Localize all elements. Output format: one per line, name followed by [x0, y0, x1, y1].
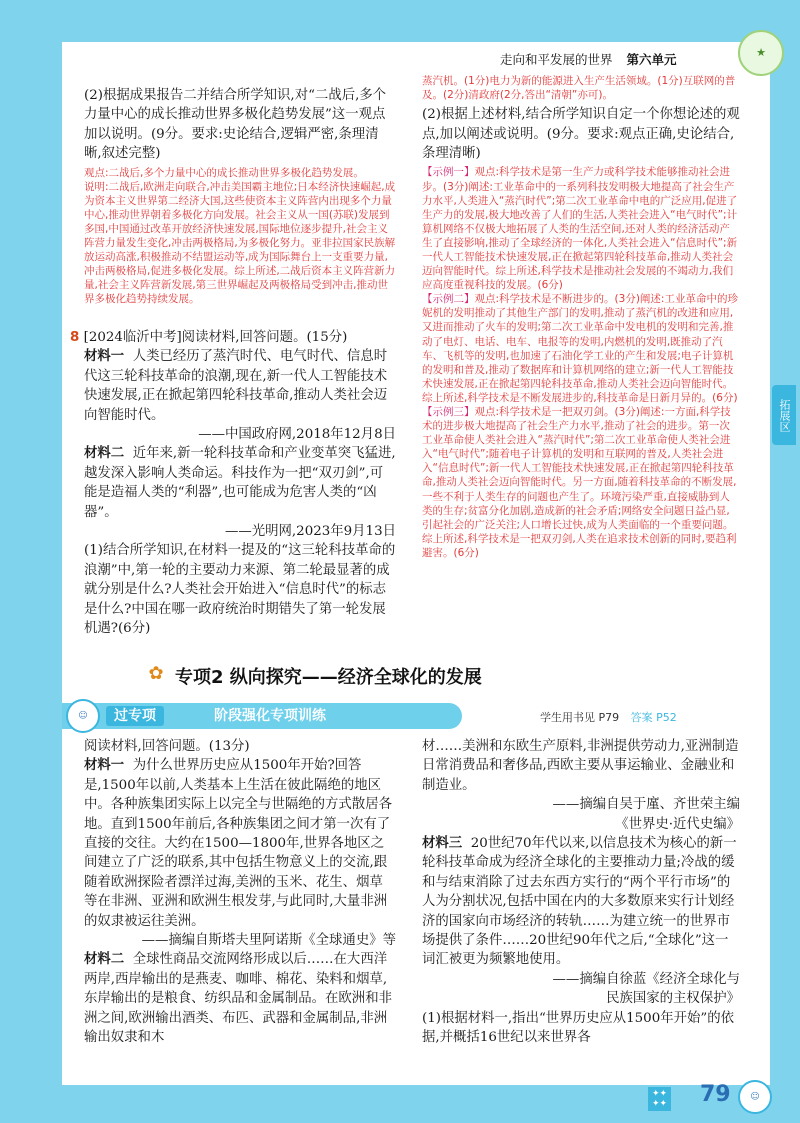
material-1-source: ——中国政府网,2018年12月8日 [198, 427, 396, 443]
section-flower-icon: ✿ [148, 663, 164, 684]
answer-examples [422, 165, 740, 560]
page-number: 79 [700, 1082, 731, 1107]
banner-subtitle: 阶段强化专项训练 [214, 708, 326, 724]
student-book-ref: 学生用书见 P79 [540, 711, 620, 724]
material-2-source: ——光明网,2023年9月13日 [224, 524, 396, 540]
section-title: 专项2 纵向探究——经济全球化的发展 [175, 667, 482, 688]
running-header [500, 50, 677, 68]
material-2-source-2: 《世界史·近代史编》 [615, 816, 740, 832]
bottom-question-1: (1)根据材料一,指出“世界历史应从1500年开始”的依据,并概括16世纪以来世界各 [422, 1010, 735, 1046]
material-3-source-2: 民族国家的主权保护》 [606, 991, 740, 1007]
question-8-sub-1: (1)结合所学知识,在材料一提及的“这三轮科技革命的浪潮”中,第一轮的主要动力来源、第二轮最显著的成就分别是什么?人类社会开始进入“信息时代”的标志是什么?中国在哪一政府统治时期错失了第一轮发展机遇?(6分) [84, 543, 396, 637]
page-border-top [0, 0, 800, 42]
material-3-text: 20世纪70年代以来,以信息技术为核心的新一轮科技革命成为经济全球化的主要推动力量;冷战的缓和与结束消除了过去东西方实行的“两个平行市场”的人为分割状况,包括中国在内的大多数原来实行计划经济的国家向市场经济的转轨……为建立统一的世界市场提供了条件……20世纪90年代之后,“全球化”这一词汇被更为频繁地使用。 [422, 836, 737, 968]
example-3-tag: 【示例三】 [422, 406, 475, 418]
question-8-head: [2024临沂中考]阅读材料,回答问题。(15分) [83, 330, 348, 345]
question-number: 8 [70, 330, 80, 345]
bottom-right-column [422, 737, 740, 1048]
material-2-continued: 材……美洲和东欧生产原料,非洲提供劳动力,亚洲制造日常消费品和奢侈品,西欧主要从事运输业、金融业和制造业。 [422, 739, 739, 793]
material-1-label: 材料一 [84, 348, 125, 365]
material-2-text: 近年来,新一轮科技革命和产业变革突飞猛进,越发深入影响人类命运。科技作为一把“双刃剑”,可能是造福人类的“利器”,也可能成为危害人类的“凶器”。 [84, 446, 396, 520]
material-1-text: 人类已经历了蒸汽时代、电气时代、信息时代这三轮科技革命的浪潮,现在,新一代人工智能技术快速发展,正在掀起第四轮科技革命,推动人类社会迈向智能时代。 [84, 349, 388, 423]
answer-8-1-text: 蒸汽机。(1分)电力为新的能源进入生产生活领域。(1分)互联网的普及。(2分)清政府(2分,答出“清朝”亦可)。 [422, 75, 736, 102]
header-title: 走向和平发展的世界 [500, 52, 613, 67]
banner-tag: 过专项 [106, 706, 164, 726]
header-unit: 第六单元 [626, 52, 677, 67]
answer-viewpoint: 观点:二战后,多个力量中心的成长推动世界多极化趋势发展。 [84, 166, 364, 179]
side-tab[interactable]: 拓展区 [772, 385, 796, 445]
page-border-left [0, 0, 62, 1123]
mascot-badge-icon: ★ [738, 30, 784, 76]
material-2-text: 全球性商品交流网络形成以后……在大西洋两岸,西岸输出的是燕麦、咖啡、棉花、染料和烟草,东岸输出的是粮食、纺织品和金属制品。在欧洲和非洲之间,欧洲输出酒类、布匹、武器和金属制品,非洲输出奴隶和木 [84, 952, 392, 1046]
mascot-icon: ☺ [66, 699, 100, 733]
page-border-right [770, 0, 800, 1123]
reading-head: 阅读材料,回答问题。(13分) [84, 739, 250, 754]
answer-8-1 [422, 74, 740, 102]
publisher-logo: ✦✦ ✦✦ [648, 1087, 671, 1111]
left-top-column [84, 86, 396, 307]
material-2-label: 材料二 [84, 951, 125, 968]
example-3-text: 观点:科学技术是一把双刃剑。(3分)阐述:一方面,科学技术的进步极大地提高了社会生产力水平,推动了社会的进步。第一次工业革命使人类社会进入“蒸汽时代”;第二次工业革命使人类社会进入“电气时代”;随着电子计算机的发明和互联网的普及,人类社会进入“信息时代”;新一代人工智能技术快速发展,正在掀起第四轮科技革命,推动人类社会迈向智能时代。另一方面,随着科技革命的不断发展,一些不利于人类生存的问题也产生了。环境污染严重,直接威胁到人类的生存;贫富分化加剧,造成新的社会矛盾;网络安全问题日益凸显,引起社会的广泛关注;人口增长过快,成为人类面临的一个重要问题。综上所述,科学技术是一把双刃剑,人类在追求技术创新的同时,要趋利避害。(6分) [422, 406, 737, 559]
mascot-footer-icon: ☺ [738, 1080, 772, 1114]
material-3-label: 材料三 [422, 835, 463, 852]
example-1-tag: 【示例一】 [422, 166, 475, 179]
example-1-text: 观点:科学技术是第一生产力或科学技术能够推动社会进步。(3分)阐述:工业革命中的一系列科技发明极大地提高了社会生产力水平,人类进入“蒸汽时代”;第二次工业革命中电的广泛应用,促进了生产力的发展,极大地改善了人们的生活,人类社会进入“电气时代”;计算机网络不仅极大地拓展了人类的生活空间,还对人类的经济活动产生了直接影响,推动了全球经济的一体化,人类社会进入“信息时代”;新一代人工智能技术快速发展,正在掀起第四轮科技革命,推动人类社会迈向智能时代。综上所述,科学技术是推动社会发展的不竭动力,我们应高度重视科技的发展。(6分) [422, 166, 738, 292]
material-3-source-1: ——摘编自徐蓝《经济全球化与 [552, 971, 740, 987]
page-references [540, 709, 677, 725]
answer-ref: 答案 P52 [630, 711, 677, 724]
answer-explanation: 说明:二战后,欧洲走向联合,冲击美国霸主地位;日本经济快速崛起,成为资本主义世界第二经济大国,这些使资本主义阵营内出现多个力量中心,推动世界朝着多极化方向发展。社会主义从一国(苏联)发展到多国,中国通过改革开放经济快速发展,国际地位逐步提升,社会主义阵营力量发生变化,冲击两极格局,为多极化努力。亚非拉国家民族解放运动高涨,积极推动不结盟运动等,成为国际舞台上一支重要力量,冲击两极格局,促进多极化发展。综上所述,二战后资本主义阵营新力量,社会主义阵营新发展,第三世界崛起及两极格局受到冲击,推动世界多极化趋势持续发展。 [84, 180, 396, 306]
material-1-label: 材料一 [84, 757, 125, 774]
practice-banner [62, 703, 462, 729]
example-2-text: 观点:科学技术是不断进步的。(3分)阐述:工业革命中的珍妮机的发明推动了其他生产部门的发明,推动了蒸汽机的改进和应用,又进而推动了火车的发明;第二次工业革命中发电机的发明和完善,推动了电灯、电话、电车、电报等的发明,内燃机的发明,既推动了汽车、飞机等的发明,也加速了石油化学工业的产生和发展;电子计算机的发明和普及,推动了数据库和计算机网络的建立;新一代人工智能技术快速发展,正在掀起第四轮科技革命,推动人类社会迈向智能时代。综上所述,科学技术是不断发展进步的,科技革命是日新月异的。(6分) [422, 293, 738, 404]
question-8 [70, 328, 396, 639]
question-2-text: (2)根据成果报告二并结合所学知识,对“二战后,多个力量中心的成长推动世界多极化趋势发展”这一观点加以说明。(9分。要求:史论结合,逻辑严密,条理清晰,叙述完整) [84, 88, 387, 162]
material-2-label: 材料二 [84, 445, 125, 462]
material-1-text: 为什么世界历史应从1500年开始?回答是,1500年以前,人类基本上生活在彼此隔绝的地区中。各种族集团实际上以完全与世隔绝的方式散居各地。直到1500年前后,各种族集团之间才第一次有了直接的交往。大约在1500—1800年,世界各地区之间建立了广泛的联系,其中包括生物意义上的交流,跟随着欧洲探险者漂洋过海,美洲的玉米、花生、烟草等在非洲、亚洲和欧洲生根发芽,与此同时,大量非洲的奴隶被运往美洲。 [84, 758, 392, 929]
material-1-source: ——摘编自斯塔夫里阿诺斯《全球通史》等 [141, 933, 396, 949]
question-2-answer [84, 166, 396, 307]
right-top-column [422, 74, 740, 560]
material-2-source-1: ——摘编自吴于廑、齐世荣主编 [552, 797, 740, 813]
example-2-tag: 【示例二】 [422, 293, 475, 306]
page-border-bottom [0, 1085, 800, 1123]
bottom-left-column [84, 737, 396, 1048]
question-8-sub-2: (2)根据上述材料,结合所学知识自定一个你想论述的观点,加以阐述或说明。(9分。要求:观点正确,史论结合,条理清晰) [422, 107, 740, 161]
